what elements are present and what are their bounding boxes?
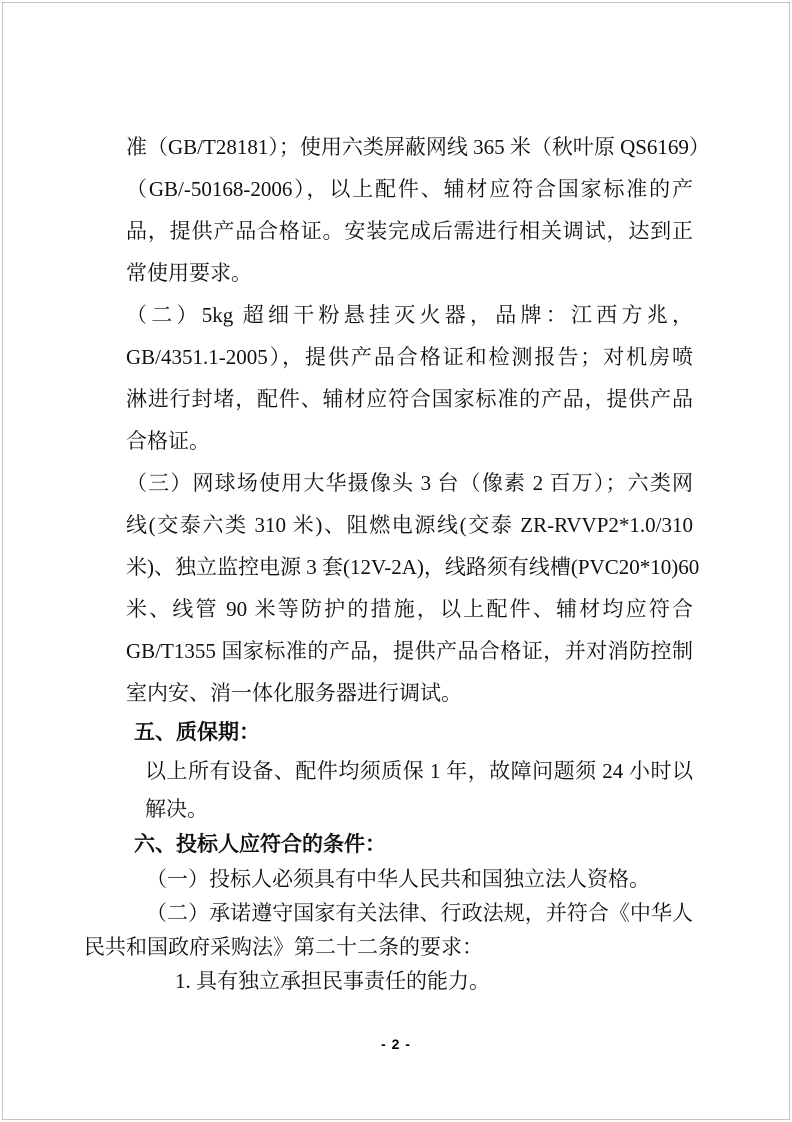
spec-line: 品，提供产品合格证。安装完成后需进行相关调试，达到正 [126, 219, 693, 243]
document-body [84, 126, 710, 998]
bidder-requirements-section [84, 828, 693, 998]
page-number: - 2 - [381, 1036, 411, 1052]
spec-line: 准（GB/T28181）；使用六类屏蔽网线 365 米（秋叶原 QS6169） [126, 135, 710, 159]
bidder-requirement-line: （二）承诺遵守国家有关法律、行政法规，并符合《中华人 [146, 901, 693, 925]
warranty-section-heading: 五、质保期： [134, 721, 260, 744]
bidder-section-heading: 六、投标人应符合的条件： [134, 833, 386, 856]
bidder-requirement-line: 1. 具有独立承担民事责任的能力。 [175, 969, 490, 993]
warranty-section [84, 714, 693, 828]
spec-line: GB/4351.1-2005），提供产品合格证和检测报告；对机房喷 [126, 345, 693, 369]
spec-line: 合格证。 [126, 429, 210, 453]
spec-line: 米、线管 90 米等防护的措施，以上配件、辅材均应符合 [126, 597, 693, 621]
warranty-line: 解决。 [145, 797, 208, 821]
spec-line: （GB/-50168-2006），以上配件、辅材应符合国家标准的产 [126, 177, 693, 201]
spec-line: 淋进行封堵，配件、辅材应符合国家标准的产品，提供产品 [126, 387, 693, 411]
equipment-spec-paragraphs [84, 126, 710, 714]
spec-line: 线(交泰六类 310 米)、阻燃电源线(交泰 ZR-RVVP2*1.0/310 [126, 513, 693, 537]
bidder-requirement-line: （一）投标人必须具有中华人民共和国独立法人资格。 [146, 867, 650, 891]
spec-line-item-3: （三）网球场使用大华摄像头 3 台（像素 2 百万）；六类网 [126, 471, 693, 495]
spec-line: 常使用要求。 [126, 261, 252, 285]
spec-line: GB/T1355 国家标准的产品，提供产品合格证，并对消防控制 [126, 639, 693, 663]
spec-line-item-2: （二）5kg 超细干粉悬挂灭火器，品牌：江西方兆， [126, 303, 693, 327]
spec-line: 室内安、消一体化服务器进行调试。 [126, 681, 462, 705]
warranty-line: 以上所有设备、配件均须质保 1 年，故障问题须 24 小时以 [145, 759, 693, 783]
spec-line: 米)、独立监控电源 3 套(12V-2A)，线路须有线槽(PVC20*10)60 [126, 555, 700, 579]
bidder-requirement-line: 民共和国政府采购法》第二十二条的要求： [84, 935, 483, 959]
